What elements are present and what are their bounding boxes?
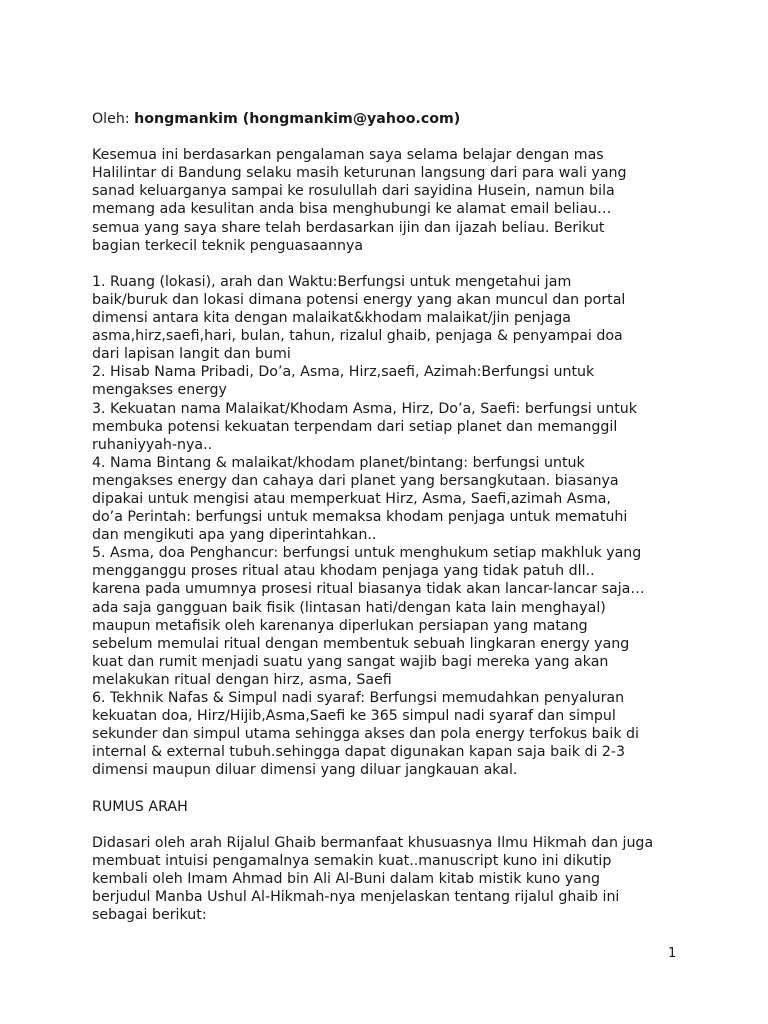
list-line: dimensi antara kita dengan malaikat&khodam malaikat/jin penjaga — [92, 310, 572, 327]
list-line: mengganggu proses ritual atau khodam penjaga yang tidak patuh dll.. — [92, 563, 595, 580]
text-line: Halilintar di Bandung selaku masih keturunan langsung dari para wali yang — [92, 165, 627, 182]
list-line: 4. Nama Bintang & malaikat/khodam planet/bintang: berfungsi untuk — [92, 454, 585, 471]
list-line: baik/buruk dan lokasi dimana potensi energy yang akan muncul dan portal — [92, 291, 626, 308]
text-line: memang ada kesulitan anda bisa menghubungi ke alamat email beliau… — [92, 201, 612, 218]
list-line: dimensi maupun diluar dimensi yang diluar jangkauan akal. — [92, 762, 518, 779]
page-number: 1 — [668, 946, 677, 961]
list-line: dari lapisan langit dan bumi — [92, 346, 291, 363]
list-line: karena pada umumnya prosesi ritual biasanya tidak akan lancar-lancar saja… — [92, 581, 645, 598]
list-line: internal & external tubuh.sehingga dapat digunakan kapan saja baik di 2-3 — [92, 744, 626, 761]
spacer — [92, 255, 732, 273]
text-line: kembali oleh Imam Ahmad bin Ali Al-Buni dalam kitab mistik kuno yang — [92, 870, 600, 887]
text-line: membuat intuisi pengamalnya semakin kuat..manuscript kuno ini dikutip — [92, 852, 612, 869]
list-line: kekuatan doa, Hirz/Hijib,Asma,Saefi ke 365 simpul nadi syaraf dan simpul — [92, 708, 616, 725]
list-line: mengakses energy dan cahaya dari planet yang bersangkutaan. biasanya — [92, 472, 619, 489]
section-heading: RUMUS ARAH — [92, 798, 188, 815]
list-line: mengakses energy — [92, 382, 227, 399]
spacer — [92, 816, 732, 834]
list-line: melakukan ritual dengan hirz, asma, Saefi — [92, 671, 392, 688]
closing-paragraph — [92, 834, 732, 924]
list-line: sekunder dan simpul utama sehingga akses dan pola energy terfokus baik di — [92, 726, 639, 743]
spacer — [92, 779, 732, 797]
spacer — [92, 128, 732, 146]
document-page — [92, 110, 732, 924]
list-line: ruhaniyyah-nya.. — [92, 436, 213, 453]
byline — [92, 110, 732, 128]
list-line: 3. Kekuatan nama Malaikat/Khodam Asma, Hirz, Do’a, Saefi: berfungsi untuk — [92, 400, 637, 417]
list-line: dan mengikuti apa yang diperintahkan.. — [92, 527, 377, 544]
text-line: bagian terkecil teknik penguasaannya — [92, 237, 364, 254]
list-line: kuat dan rumit menjadi suatu yang sangat wajib bagi mereka yang akan — [92, 653, 609, 670]
list-line: 6. Tekhnik Nafas & Simpul nadi syaraf: Berfungsi memudahkan penyaluran — [92, 690, 625, 706]
text-line: Didasari oleh arah Rijalul Ghaib bermanfaat khusuasnya Ilmu Hikmah dan juga — [92, 834, 654, 851]
list-line: 2. Hisab Nama Pribadi, Do’a, Asma, Hirz,saefi, Azimah:Berfungsi untuk — [92, 364, 595, 381]
text-line: Kesemua ini berdasarkan pengalaman saya selama belajar dengan mas — [92, 147, 604, 164]
list-line: ada saja gangguan baik fisik (lintasan hati/dengan kata lain menghayal) — [92, 599, 606, 616]
list-line: 1. Ruang (lokasi), arah dan Waktu:Berfungsi untuk mengetahui jam — [92, 273, 572, 290]
byline-prefix: Oleh: — [92, 111, 135, 127]
text-line: berjudul Manba Ushul Al-Hikmah-nya menjelaskan tentang rijalul ghaib ini — [92, 889, 620, 906]
list-line: asma,hirz,saefi,hari, bulan, tahun, rizalul ghaib, penjaga & penyampai doa — [92, 328, 623, 345]
text-line: sebagai berikut: — [92, 907, 207, 924]
intro-paragraph — [92, 146, 732, 255]
text-line: semua yang saya share telah berdasarkan ijin dan ijazah beliau. Berikut — [92, 219, 605, 236]
text-line: sanad keluarganya sampai ke rosulullah dari sayidina Husein, namun bila — [92, 183, 615, 200]
list-line: membuka potensi kekuatan terpendam dari setiap planet dan memanggil — [92, 418, 618, 435]
list-line: do’a Perintah: berfungsi untuk memaksa khodam penjaga untuk mematuhi — [92, 509, 628, 526]
list-line: 5. Asma, doa Penghancur: berfungsi untuk menghukum setiap makhluk yang — [92, 545, 642, 562]
list-line: maupun metafisik oleh karenanya diperlukan persiapan yang matang — [92, 617, 588, 634]
author-name: hongmankim (hongmankim@yahoo.com) — [134, 111, 461, 127]
numbered-list — [92, 273, 732, 780]
list-line: sebelum memulai ritual dengan membentuk sebuah lingkaran energy yang — [92, 635, 630, 652]
list-line: dipakai untuk mengisi atau memperkuat Hirz, Asma, Saefi,azimah Asma, — [92, 490, 611, 507]
